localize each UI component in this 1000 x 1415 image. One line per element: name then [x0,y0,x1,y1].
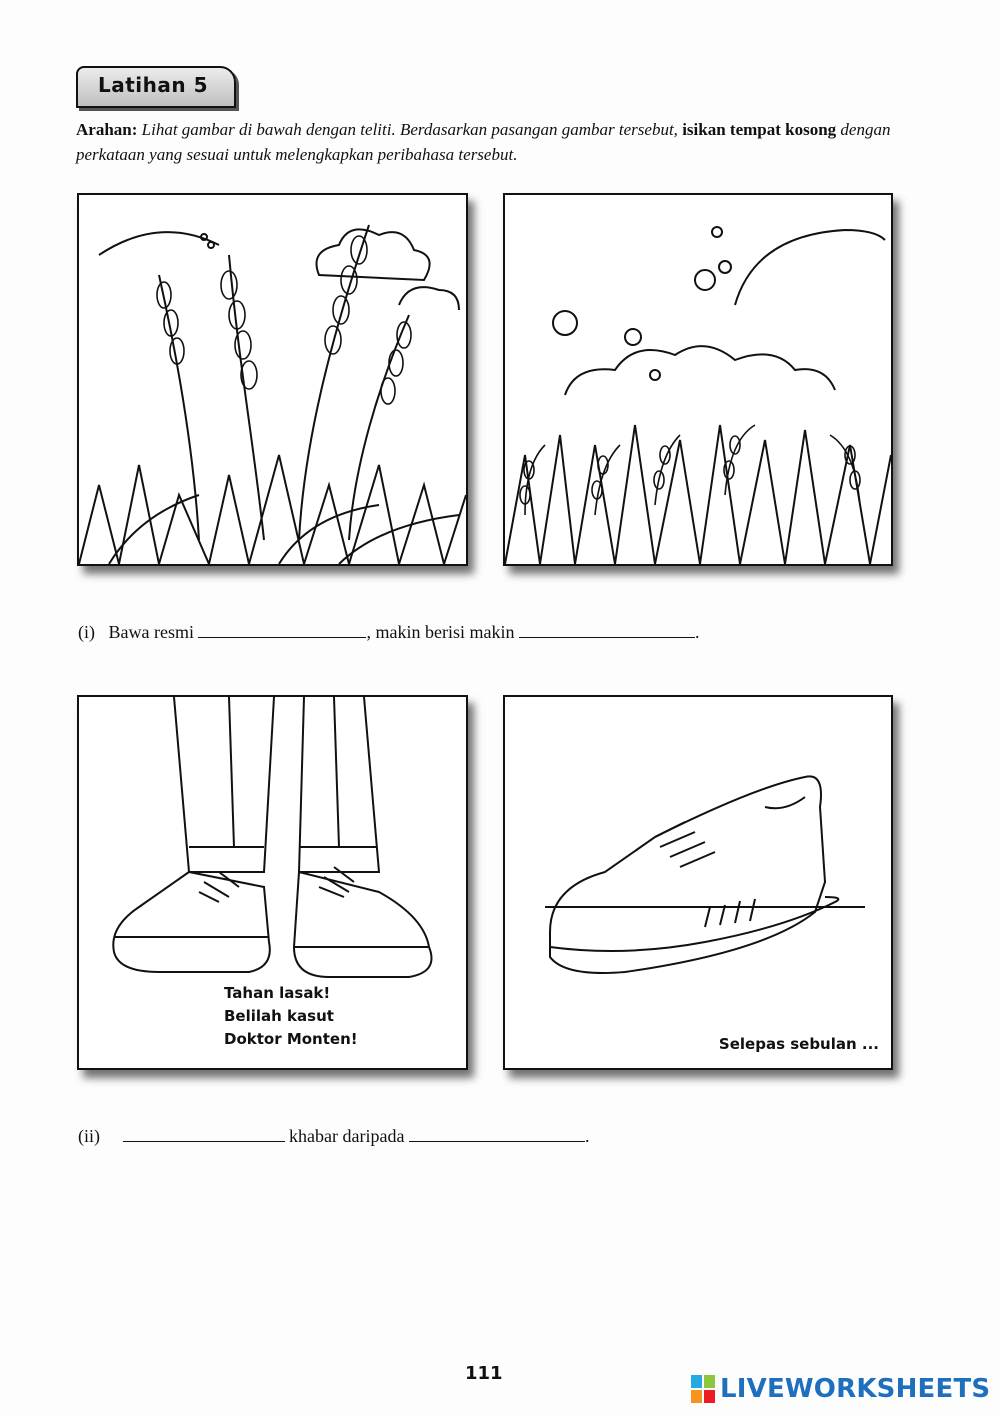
panel-shoe-advert [77,695,468,1070]
broken-shoe-illustration [505,697,891,1068]
advert-caption-line-2: Belilah kasut [224,1007,334,1025]
question-2-number: (ii) [78,1126,100,1146]
question-1-text-b: , makin berisi makin [366,622,515,642]
instructions-text-3: dengan perkataan yang sesuai untuk melengkapkan peribahasa tersebut. [76,120,891,164]
question-1-blank-2[interactable] [519,623,695,638]
question-2-text-a: khabar daripada [289,1126,405,1146]
instructions-label: Arahan: [76,120,138,139]
brand-logo [690,1374,990,1404]
page-number: 111 [465,1363,503,1384]
panel-broken-shoe [503,695,893,1070]
brand-name: LIVEWORKSHEETS [720,1374,991,1404]
exercise-title: Latihan 5 [98,73,209,97]
instructions-text-1: Lihat gambar di bawah dengan teliti. Berdasarkan pasangan gambar tersebut, [141,120,678,139]
panel-upright-rice [77,193,468,566]
question-1-number: (i) [78,622,95,642]
exercise-tab [76,66,236,108]
upright-rice-illustration [79,195,466,564]
drooping-rice-illustration [505,195,891,564]
question-2 [78,1126,589,1147]
question-2-blank-1[interactable] [123,1127,285,1142]
panel-drooping-rice [503,193,893,566]
advert-caption [224,982,358,1051]
liveworksheets-logo-icon [690,1374,716,1404]
question-1 [78,622,699,643]
advert-caption-line-3: Doktor Monten! [224,1030,358,1048]
after-caption: Selepas sebulan ... [718,1035,879,1053]
advert-caption-line-1: Tahan lasak! [224,984,331,1002]
question-1-text-a: Bawa resmi [108,622,194,642]
question-2-end: . [584,1126,590,1146]
instructions [76,117,896,167]
question-1-end: . [694,622,700,642]
question-2-blank-2[interactable] [409,1127,585,1142]
instructions-text-2: isikan tempat kosong [682,120,837,139]
question-1-blank-1[interactable] [198,623,366,638]
